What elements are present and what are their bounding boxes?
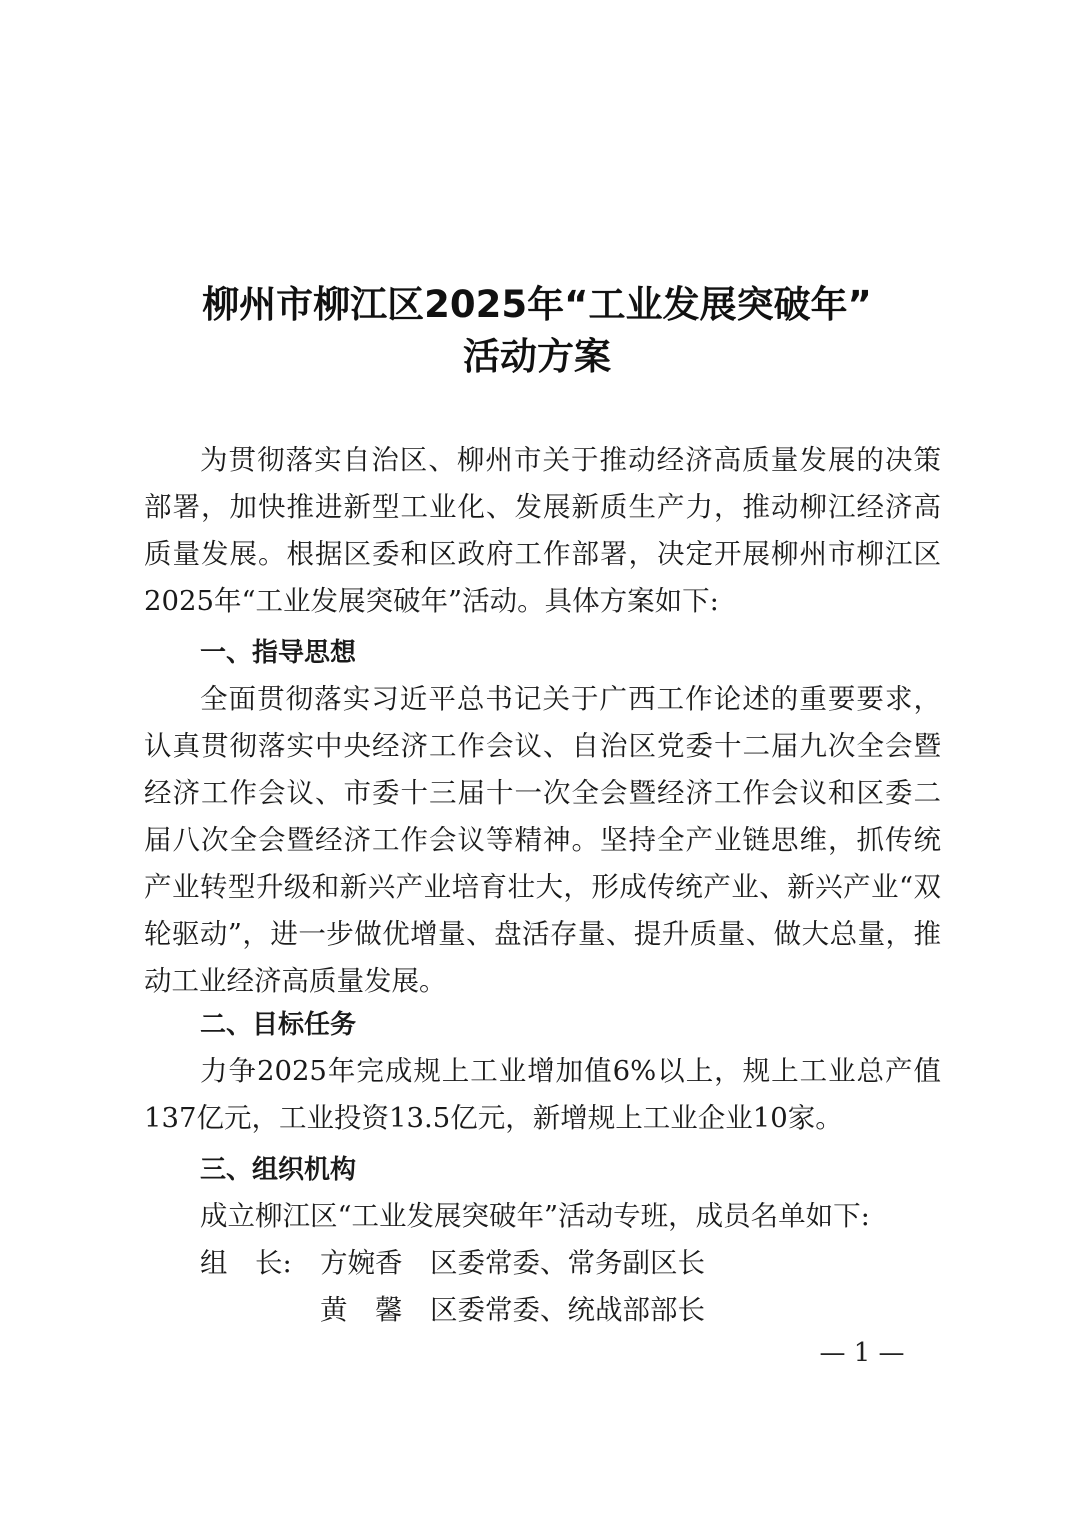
- paragraph-line: 产业转型升级和新兴产业培育壮大，形成传统产业、新兴产业“双: [144, 871, 941, 903]
- paragraph-line: 全面贯彻落实习近平总书记关于广西工作论述的重要要求，: [200, 683, 941, 715]
- section-heading-guiding-ideology: 一、指导思想: [200, 638, 357, 668]
- section-heading-organization: 三、组织机构: [200, 1155, 357, 1185]
- document-title-line-1: 柳州市柳江区2025年“工业发展突破年”: [202, 283, 872, 326]
- section-heading-goals: 二、目标任务: [200, 1010, 357, 1040]
- document-title-line-2: 活动方案: [463, 335, 611, 378]
- paragraph-line: 认真贯彻落实中央经济工作会议、自治区党委十二届九次全会暨: [144, 730, 941, 762]
- paragraph-line: 部署，加快推进新型工业化、发展新质生产力，推动柳江经济高: [144, 491, 941, 523]
- paragraph-line: 力争2025年完成规上工业增加值6%以上，规上工业总产值: [200, 1055, 941, 1087]
- paragraph-line: 届八次全会暨经济工作会议等精神。坚持全产业链思维，抓传统: [144, 824, 941, 856]
- member-name: 黄 馨: [320, 1294, 403, 1326]
- member-duty: 区委常委、统战部部长: [430, 1294, 705, 1326]
- paragraph-line: 质量发展。根据区委和区政府工作部署，决定开展柳州市柳江区: [144, 538, 941, 570]
- paragraph-line: 为贯彻落实自治区、柳州市关于推动经济高质量发展的决策: [200, 444, 941, 476]
- paragraph-line: 137亿元，工业投资13.5亿元，新增规上工业企业10家。: [144, 1102, 843, 1134]
- page-number: — 1 —: [819, 1338, 905, 1368]
- member-role: 组 长:: [200, 1247, 292, 1279]
- paragraph-line: 轮驱动”，进一步做优增量、盘活存量、提升质量、做大总量，推: [144, 918, 941, 950]
- paragraph-line: 动工业经济高质量发展。: [144, 965, 447, 997]
- paragraph-line: 2025年“工业发展突破年”活动。具体方案如下:: [144, 585, 719, 617]
- paragraph-line: 经济工作会议、市委十三届十一次全会暨经济工作会议和区委二: [144, 777, 941, 809]
- paragraph-line: 成立柳江区“工业发展突破年”活动专班，成员名单如下:: [200, 1200, 870, 1232]
- member-duty: 区委常委、常务副区长: [430, 1247, 705, 1279]
- member-name: 方婉香: [320, 1247, 403, 1279]
